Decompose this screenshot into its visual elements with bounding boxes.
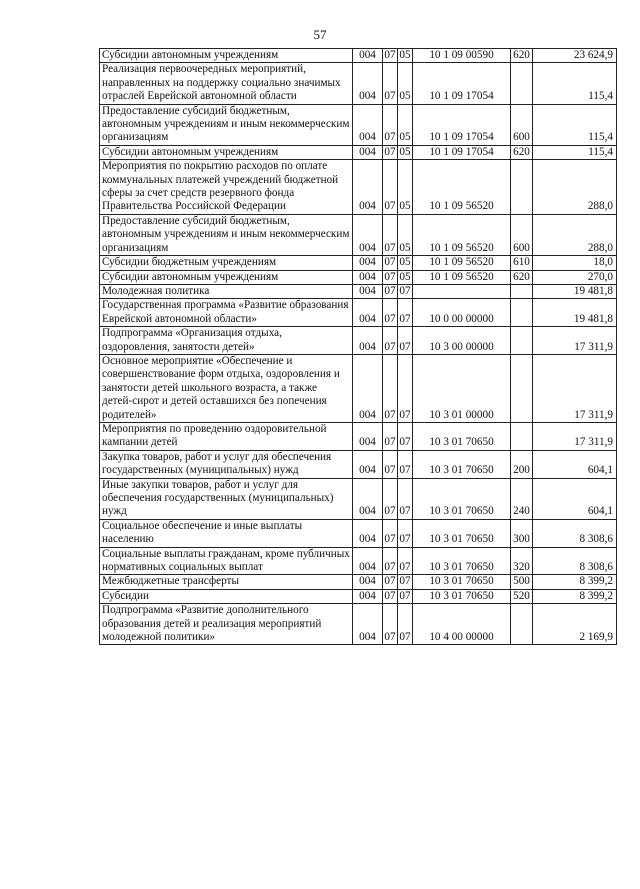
- item-name: Субсидии бюджетным учреждениям: [100, 256, 353, 270]
- subsection-code: 07: [399, 589, 411, 602]
- subsection-code: 07: [399, 284, 411, 297]
- section-code: 07: [383, 547, 398, 575]
- section-code: 07: [383, 63, 398, 104]
- expense-type-code: 610: [511, 256, 533, 270]
- target-article-code: 10 1 09 17054: [413, 145, 511, 159]
- target-article-code: 10 3 01 70650: [413, 478, 511, 519]
- ministry-code: 004: [353, 145, 383, 159]
- section-code: 07: [384, 589, 396, 602]
- expense-type-code: [511, 160, 533, 215]
- ministry-code: 004: [353, 63, 383, 104]
- expense-type-code: 500: [511, 575, 533, 589]
- section-code: 07: [383, 478, 398, 519]
- item-name: Мероприятия по покрытию расходов по оплате коммунальных платежей учреждений бюджетной сферы за счет средств резервного фонда Правительства Российской Федерации: [100, 160, 353, 215]
- section-code: 07: [384, 145, 396, 158]
- section-code: 07: [384, 270, 396, 283]
- target-article-code: 10 3 01 70650: [413, 575, 511, 589]
- ministry-code: 004: [353, 270, 383, 284]
- table-row: [100, 478, 617, 519]
- item-name: Социальные выплаты гражданам, кроме публичных нормативных социальных выплат: [100, 547, 353, 575]
- item-name: Субсидии: [100, 589, 353, 603]
- table-row: [100, 547, 617, 575]
- target-article-code: 10 3 01 70650: [413, 547, 511, 575]
- page-number: 57: [313, 27, 327, 42]
- subsection-code: 07: [398, 478, 413, 519]
- ministry-code: 004: [353, 160, 383, 215]
- amount: 8 308,6: [533, 519, 617, 547]
- section-code: 07: [384, 284, 396, 297]
- table-row: [100, 284, 617, 298]
- section-code: 07: [383, 354, 398, 422]
- item-name: Молодежная политика: [100, 284, 353, 298]
- target-article-code: 10 4 00 00000: [413, 604, 511, 645]
- budget-table: [99, 48, 617, 645]
- table-row: [100, 49, 617, 63]
- item-name: Межбюджетные трансферты: [100, 575, 353, 589]
- item-name: Субсидии автономным учреждениям: [100, 49, 353, 63]
- table-row: [100, 450, 617, 478]
- expense-type-code: [511, 284, 533, 298]
- section-code: 07: [383, 604, 398, 645]
- expense-type-code: 620: [511, 145, 533, 159]
- subsection-code: 07: [398, 354, 413, 422]
- target-article-code: 10 1 09 17054: [413, 104, 511, 145]
- subsection-code: 07: [398, 450, 413, 478]
- ministry-code: 004: [353, 422, 383, 450]
- table-row: [100, 604, 617, 645]
- table-row: [100, 327, 617, 355]
- expense-type-code: [511, 299, 533, 327]
- ministry-code: 004: [353, 299, 383, 327]
- item-name: Социальное обеспечение и иные выплаты населению: [100, 519, 353, 547]
- subsection-code: 05: [398, 160, 413, 215]
- ministry-code: 004: [353, 547, 383, 575]
- expense-type-code: [511, 604, 533, 645]
- amount: 8 308,6: [533, 547, 617, 575]
- ministry-code: 004: [353, 284, 383, 298]
- expense-type-code: 600: [511, 214, 533, 255]
- section-code: 07: [383, 422, 398, 450]
- subsection-code: 05: [398, 104, 413, 145]
- target-article-code: 10 3 00 00000: [413, 327, 511, 355]
- subsection-code: 05: [398, 63, 413, 104]
- ministry-code: 004: [353, 49, 383, 63]
- table-row: [100, 145, 617, 159]
- ministry-code: 004: [353, 256, 383, 270]
- table-row: [100, 160, 617, 215]
- section-code: 07: [383, 519, 398, 547]
- subsection-code: 07: [398, 299, 413, 327]
- item-name: Подпрограмма «Развитие дополнительного образования детей и реализация мероприятий молодежной политики»: [100, 604, 353, 645]
- section-code: 07: [383, 450, 398, 478]
- section-code: 07: [384, 49, 396, 61]
- item-name: Мероприятия по проведению оздоровительной кампании детей: [100, 422, 353, 450]
- ministry-code: 004: [353, 519, 383, 547]
- target-article-code: 10 1 09 56520: [413, 270, 511, 284]
- subsection-code: 05: [398, 214, 413, 255]
- expense-type-code: 200: [511, 450, 533, 478]
- section-code: 07: [383, 327, 398, 355]
- item-name: Закупка товаров, работ и услуг для обеспечения государственных (муниципальных) нужд: [100, 450, 353, 478]
- item-name: Иные закупки товаров, работ и услуг для обеспечения государственных (муниципальных) нужд: [100, 478, 353, 519]
- section-code: 07: [383, 214, 398, 255]
- section-code: 07: [383, 104, 398, 145]
- target-article-code: 10 1 09 17054: [413, 63, 511, 104]
- amount: 8 399,2: [533, 575, 617, 589]
- expense-type-code: 520: [511, 589, 533, 603]
- expense-type-code: 620: [511, 49, 533, 63]
- amount: 8 399,2: [533, 589, 617, 603]
- target-article-code: 10 1 09 56520: [413, 214, 511, 255]
- ministry-code: 004: [353, 327, 383, 355]
- expense-type-code: [511, 354, 533, 422]
- table-row: [100, 104, 617, 145]
- subsection-code: 05: [399, 49, 411, 61]
- item-name: Реализация первоочередных мероприятий, направленных на поддержку социально значимых отраслей Еврейской автономной области: [100, 63, 353, 104]
- ministry-code: 004: [353, 214, 383, 255]
- subsection-code: 07: [398, 547, 413, 575]
- expense-type-code: 300: [511, 519, 533, 547]
- expense-type-code: 600: [511, 104, 533, 145]
- ministry-code: 004: [353, 589, 383, 603]
- table-row: [100, 256, 617, 270]
- table-row: [100, 354, 617, 422]
- expense-type-code: [511, 63, 533, 104]
- expense-type-code: [511, 327, 533, 355]
- section-code: 07: [383, 299, 398, 327]
- item-name: Государственная программа «Развитие образования Еврейской автономной области»: [100, 299, 353, 327]
- amount: 17 311,9: [533, 327, 617, 355]
- item-name: Предоставление субсидий бюджетным, автономным учреждениям и иным некоммерческим организациям: [100, 104, 353, 145]
- subsection-code: 05: [399, 256, 411, 269]
- target-article-code: 10 3 01 70650: [413, 519, 511, 547]
- table-row: [100, 270, 617, 284]
- amount: 2 169,9: [533, 604, 617, 645]
- budget-table-body: [100, 49, 617, 645]
- ministry-code: 004: [353, 575, 383, 589]
- subsection-code: 05: [399, 270, 411, 283]
- item-name: Субсидии автономным учреждениям: [100, 270, 353, 284]
- item-name: Субсидии автономным учреждениям: [100, 145, 353, 159]
- target-article-code: 10 3 01 00000: [413, 354, 511, 422]
- amount: 19 481,8: [533, 299, 617, 327]
- target-article-code: 10 1 09 00590: [413, 49, 511, 63]
- expense-type-code: 240: [511, 478, 533, 519]
- subsection-code: 07: [398, 519, 413, 547]
- ministry-code: 004: [353, 354, 383, 422]
- amount: 19 481,8: [533, 284, 617, 298]
- target-article-code: [413, 284, 511, 298]
- amount: 115,4: [533, 145, 617, 159]
- table-row: [100, 63, 617, 104]
- expense-type-code: [511, 422, 533, 450]
- target-article-code: 10 1 09 56520: [413, 160, 511, 215]
- amount: 288,0: [533, 160, 617, 215]
- amount: 604,1: [533, 450, 617, 478]
- section-code: 07: [383, 160, 398, 215]
- table-row: [100, 575, 617, 589]
- expense-type-code: 320: [511, 547, 533, 575]
- ministry-code: 004: [353, 104, 383, 145]
- amount: 270,0: [533, 270, 617, 284]
- subsection-code: 07: [398, 327, 413, 355]
- table-row: [100, 589, 617, 603]
- table-row: [100, 519, 617, 547]
- item-name: Подпрограмма «Организация отдыха, оздоровления, занятости детей»: [100, 327, 353, 355]
- table-row: [100, 214, 617, 255]
- target-article-code: 10 1 09 56520: [413, 256, 511, 270]
- subsection-code: 07: [398, 422, 413, 450]
- amount: 17 311,9: [533, 354, 617, 422]
- item-name: Предоставление субсидий бюджетным, автономным учреждениям и иным некоммерческим организациям: [100, 214, 353, 255]
- amount: 115,4: [533, 63, 617, 104]
- section-code: 07: [384, 575, 396, 588]
- amount: 115,4: [533, 104, 617, 145]
- subsection-code: 07: [398, 604, 413, 645]
- item-name: Основное мероприятие «Обеспечение и совершенствование форм отдыха, оздоровления и занятости детей школьного возраста, а также детей-сирот и детей оставшихся без попечения родителей»: [100, 354, 353, 422]
- amount: 17 311,9: [533, 422, 617, 450]
- amount: 18,0: [533, 256, 617, 270]
- target-article-code: 10 3 01 70650: [413, 422, 511, 450]
- amount: 23 624,9: [533, 49, 617, 63]
- target-article-code: 10 0 00 00000: [413, 299, 511, 327]
- table-row: [100, 299, 617, 327]
- expense-type-code: 620: [511, 270, 533, 284]
- section-code: 07: [384, 256, 396, 269]
- ministry-code: 004: [353, 450, 383, 478]
- ministry-code: 004: [353, 478, 383, 519]
- target-article-code: 10 3 01 70650: [413, 589, 511, 603]
- target-article-code: 10 3 01 70650: [413, 450, 511, 478]
- table-row: [100, 422, 617, 450]
- subsection-code: 05: [399, 145, 411, 158]
- subsection-code: 07: [399, 575, 411, 588]
- amount: 288,0: [533, 214, 617, 255]
- amount: 604,1: [533, 478, 617, 519]
- ministry-code: 004: [353, 604, 383, 645]
